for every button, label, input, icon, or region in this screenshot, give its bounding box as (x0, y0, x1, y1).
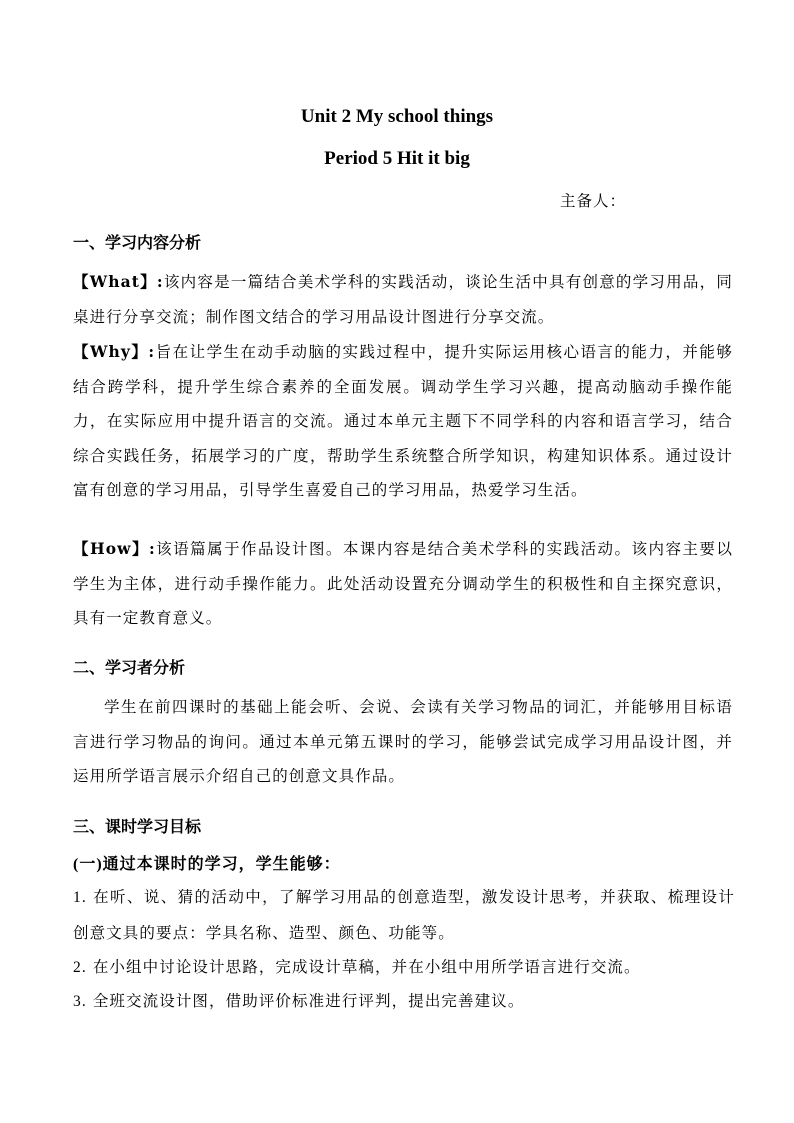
why-paragraph (73, 335, 733, 508)
what-paragraph (73, 265, 733, 334)
goal-text: 在小组中讨论设计思路，完成设计草稿，并在小组中用所学语言进行交流。 (92, 958, 641, 976)
goal-number: 1. (73, 889, 87, 906)
why-text: 旨在让学生在动手动脑的实践过程中，提升实际运用核心语言的能力，并能够结合跨学科，提升学生综合素养的全面发展。调动学生学习兴趣，提高动脑动手操作能力，在实际应用中提升语言的交流。通过本单元主题下不同学科的内容和语言学习，结合综合实践任务，拓展学习的广度，帮助学生系统整合所学知识，构建知识体系。通过设计富有创意的学习用品，引导学生喜爱自己的学习用品，热爱学习生活。 (73, 343, 733, 500)
goal-text: 在听、说、猜的活动中，了解学习用品的创意造型，激发设计思考，并获取、梳理设计创意文具的要点：学具名称、造型、颜色、功能等。 (73, 888, 735, 942)
how-paragraph (73, 532, 733, 636)
document-title: Unit 2 My school things (300, 106, 494, 127)
goal-number: 3. (73, 993, 87, 1010)
how-tag: 【How】: (73, 539, 156, 558)
goal-item (73, 950, 735, 986)
section-heading-learner-analysis: 二、学习者分析 (73, 658, 186, 677)
section-heading-learning-goals: 三、课时学习目标 (73, 817, 202, 836)
goals-subheading (73, 847, 341, 882)
goal-item (73, 984, 735, 1020)
goals-subheading-text: 通过本课时的学习，学生能够： (102, 854, 341, 873)
goal-number: 2. (73, 959, 87, 976)
how-text: 该语篇属于作品设计图。本课内容是结合美术学科的实践活动。该内容主要以学生为主体，进行动手操作能力。此处活动设置充分调动学生的积极性和自主探究意识，具有一定教育意义。 (73, 540, 733, 628)
section-heading-content-analysis: 一、学习内容分析 (73, 233, 202, 252)
goals-subheading-number: (一) (73, 856, 103, 873)
preparer-label: 主备人： (560, 192, 627, 210)
goal-item (73, 880, 735, 950)
learner-analysis-paragraph: 学生在前四课时的基础上能会听、会说、会读有关学习物品的词汇，并能够用目标语言进行学习物品的询问。通过本单元第五课时的学习，能够尝试完成学习用品设计图，并运用所学语言展示介绍自己的创意文具作品。 (73, 698, 733, 786)
goal-text: 全班交流设计图，借助评价标准进行评判，提出完善建议。 (92, 992, 525, 1010)
document-subtitle: Period 5 Hit it big (324, 148, 470, 169)
why-tag: 【Why】: (73, 342, 156, 361)
what-text: 该内容是一篇结合美术学科的实践活动，谈论生活中具有创意的学习用品，同桌进行分享交流；制作图文结合的学习用品设计图进行分享交流。 (73, 273, 733, 326)
what-tag: 【What】: (73, 272, 164, 291)
